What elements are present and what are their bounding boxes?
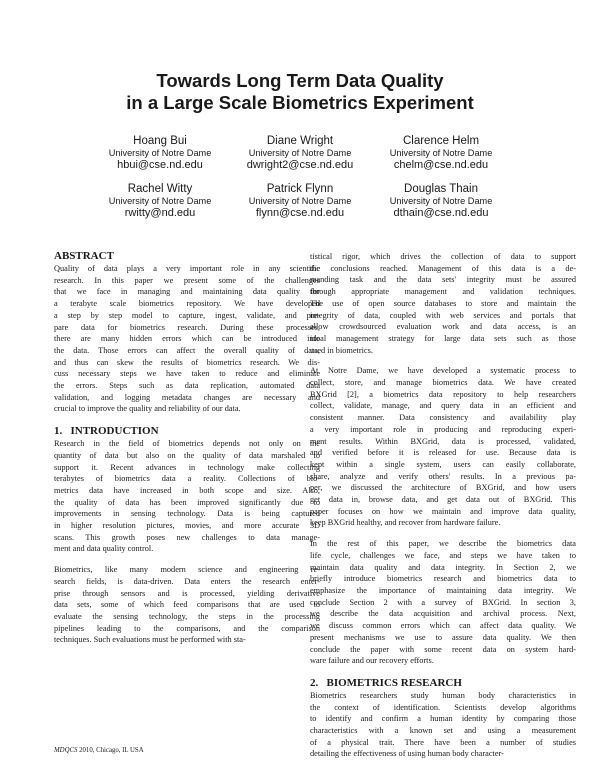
- venue-name: MDQCS: [54, 747, 78, 754]
- intro-heading: 1. INTRODUCTION: [54, 425, 159, 438]
- author-affiliation: University of Notre Dame: [248, 148, 352, 158]
- text-line: we discuss common errors which can affect data quality. We: [310, 621, 576, 631]
- text-line: ware failure and our recovery efforts.: [310, 656, 434, 666]
- text-line: in higher resolution pictures, movies, and more accurate 3D: [54, 521, 320, 531]
- text-line: kept within a single system, users can easily collaborate,: [310, 459, 576, 469]
- text-line: ment results. Within BXGrid, data is processed, validated,: [310, 436, 576, 446]
- author-name: Clarence Helm: [402, 135, 480, 147]
- text-line: that we face in managing and maintaining data quality for: [54, 287, 320, 297]
- text-line: pare data for biometrics research. During these processes,: [54, 322, 320, 332]
- text-line: life cycle, challenges we face, and steps we have taken to: [310, 550, 576, 560]
- text-line: and verified before it is released for use. Because data is: [310, 448, 576, 458]
- text-line: per, we discussed the architecture of BXGrid, and how users: [310, 483, 576, 493]
- author-email: flynn@cse.nd.edu: [255, 207, 345, 219]
- text-line: share, analyze and verify others' results. In a previous pa-: [310, 471, 576, 481]
- text-line: briefly introduce biometrics research and biometrics data to: [310, 574, 576, 584]
- author-affiliation: University of Notre Dame: [108, 196, 212, 206]
- text-line: there are many hidden errors which can be introduced into: [54, 334, 320, 344]
- author-affiliation: University of Notre Dame: [389, 196, 493, 206]
- text-line: ideal management strategy for large data sets such as those: [310, 333, 576, 343]
- text-line: maintain data quality and data integrity. In Section 2, we: [310, 562, 576, 572]
- text-line: the quality of data has been improved significantly due to: [54, 497, 320, 507]
- text-line: tistical rigor, which drives the collection of data to support: [310, 252, 576, 261]
- intro-paragraph-1: [54, 438, 320, 555]
- text-line: support it. Recent advances in technology make collecting: [54, 462, 320, 472]
- text-line: allow crowdsourced evaluation work and data access, is an: [310, 322, 576, 332]
- text-line: scans. This growth poses new challenges to data manage-: [54, 532, 320, 542]
- intro-paragraph-5: [310, 538, 576, 667]
- intro-paragraph-2: [54, 564, 320, 646]
- text-line: Biometrics researchers study human body characteristics in: [310, 690, 576, 700]
- text-line: cuss necessary steps we have taken to reduce and eliminate: [54, 369, 320, 379]
- intro-paragraph-3: [310, 251, 576, 356]
- author-affiliation: University of Notre Dame: [108, 148, 212, 158]
- text-line: paper focuses on how we maintain and improve data quality,: [310, 506, 576, 516]
- text-line: BXGrid [2], a biometrics data repository to help researchers: [310, 389, 576, 399]
- biometrics-heading: 2. BIOMETRICS RESEARCH: [310, 676, 462, 689]
- author-name: Douglas Thain: [404, 183, 478, 195]
- author-block: [351, 134, 531, 172]
- text-line: validation, and logging metadata changes are necessary and: [54, 392, 320, 402]
- text-line: the context of identification. Scientists develop algorithms: [310, 702, 576, 712]
- title-line-2: in a Large Scale Biometrics Experiment: [126, 92, 474, 113]
- abstract-paragraph: [54, 263, 320, 415]
- conference-footer: [54, 747, 144, 755]
- text-line: manding task and the data sets' integrity must be assured: [310, 275, 576, 285]
- text-line: The use of open source databases to store and maintain the: [310, 298, 576, 308]
- text-line: techniques. Such evaluations must be performed with sta-: [54, 635, 246, 645]
- abstract-heading: ABSTRACT: [54, 250, 114, 262]
- author-name: Diane Wright: [266, 135, 334, 147]
- text-line: crucial to improve the quality and reliability of our data.: [54, 404, 241, 414]
- text-line: search fields, is data-driven. Data enters the research enter-: [54, 576, 320, 586]
- text-line: of a physical trait. There have been a number of studies: [310, 737, 576, 747]
- text-line: keep BXGrid healthy, and recover from hardware failure.: [310, 518, 501, 528]
- text-line: the data. Those errors can affect the overall quality of data,: [54, 345, 320, 355]
- text-line: get data in, browse data, and get data out of BXGrid. This: [310, 495, 576, 505]
- right-column: [310, 251, 576, 760]
- author-affiliation: University of Notre Dame: [248, 196, 352, 206]
- intro-paragraph-4: [310, 365, 576, 529]
- author-email: chelm@cse.nd.edu: [393, 159, 489, 171]
- text-line: pipelines leading to the comparisons, and the comparison: [54, 623, 320, 633]
- author-affiliation: University of Notre Dame: [389, 148, 493, 158]
- text-line: Quality of data plays a very important role in any scientific: [54, 264, 320, 273]
- author-block: [351, 182, 531, 220]
- text-line: conclude the paper with some recent data on system hard-: [310, 644, 576, 654]
- author-name: Patrick Flynn: [266, 183, 334, 195]
- text-line: terabytes of biometrics data a reality. Collections of bio-: [54, 474, 320, 484]
- left-column: [54, 250, 320, 646]
- text-line: Research in the field of biometrics depends not only on the: [54, 439, 320, 449]
- text-line: collect, validate, manage, and query data in an efficient and: [310, 401, 576, 411]
- author-name: Hoang Bui: [133, 135, 187, 147]
- text-line: metrics data have increased in both scope and size. Also,: [54, 485, 320, 495]
- text-line: In the rest of this paper, we describe the biometrics data: [310, 539, 576, 549]
- text-line: we describe the data acquisition and archival process. Next,: [310, 609, 576, 619]
- text-line: prise through sensors and is processed, yielding derivative: [54, 588, 320, 598]
- text-line: through appropriate management and validation techniques.: [310, 287, 576, 297]
- author-email: dthain@cse.nd.edu: [393, 207, 489, 219]
- text-line: detailing the effectiveness of using human body character-: [310, 749, 504, 759]
- text-line: the conclusions reached. Management of this data is a de-: [310, 263, 576, 273]
- text-line: a step by step model to capture, ingest, validate, and pre-: [54, 310, 320, 320]
- text-line: used in biometrics.: [310, 345, 373, 355]
- text-line: conclude Section 2 with a survey of BXGrid. In section 3,: [310, 597, 576, 607]
- text-line: ment and data quality control.: [54, 544, 154, 554]
- title-line-1: Towards Long Term Data Quality: [156, 70, 444, 91]
- text-line: characteristics with a known set and using a measurement: [310, 726, 576, 736]
- biometrics-paragraph: [310, 690, 576, 760]
- venue-details: 2010, Chicago, IL USA: [77, 747, 144, 754]
- text-line: research. In this paper we present some of the challenges: [54, 275, 320, 285]
- text-line: collect, store, and manage biometrics data. We have created: [310, 378, 576, 388]
- author-email: dwright2@cse.nd.edu: [246, 159, 354, 171]
- text-line: data sets, some of which feed comparisons that are used to: [54, 600, 320, 610]
- text-line: and thus can skew the results of biometrics research. We dis-: [54, 357, 320, 367]
- text-line: to identify and confirm a human identity by comparing those: [310, 714, 576, 724]
- text-line: At Notre Dame, we have developed a systematic process to: [310, 366, 576, 376]
- text-line: a terabyte scale biometrics repository. We have developed: [54, 299, 320, 309]
- text-line: integrity of data, coupled with web services and portals that: [310, 310, 576, 320]
- author-email: rwitty@nd.edu: [124, 207, 196, 219]
- text-line: a very important role in producing and reproducing experi-: [310, 424, 576, 434]
- text-line: present mechanisms we use to assure data quality. We then: [310, 632, 576, 642]
- author-email: hbui@cse.nd.edu: [117, 159, 203, 171]
- text-line: quantity of data but also on the quality of data marshaled to: [54, 450, 320, 460]
- text-line: the errors. Steps such as data replication, automated data: [54, 381, 320, 391]
- text-line: Biometrics, like many modern science and engineering re-: [54, 565, 320, 575]
- text-line: consistent manner. Data consistency and availability play: [310, 413, 576, 423]
- text-line: evaluate the sensing technology, the steps in the processing: [54, 611, 320, 621]
- paper-title: [0, 70, 600, 114]
- author-name: Rachel Witty: [127, 183, 193, 195]
- text-line: emphasize the importance of maintaining data integrity. We: [310, 585, 576, 595]
- text-line: improvements in sensing technology. Data is being captured: [54, 509, 320, 519]
